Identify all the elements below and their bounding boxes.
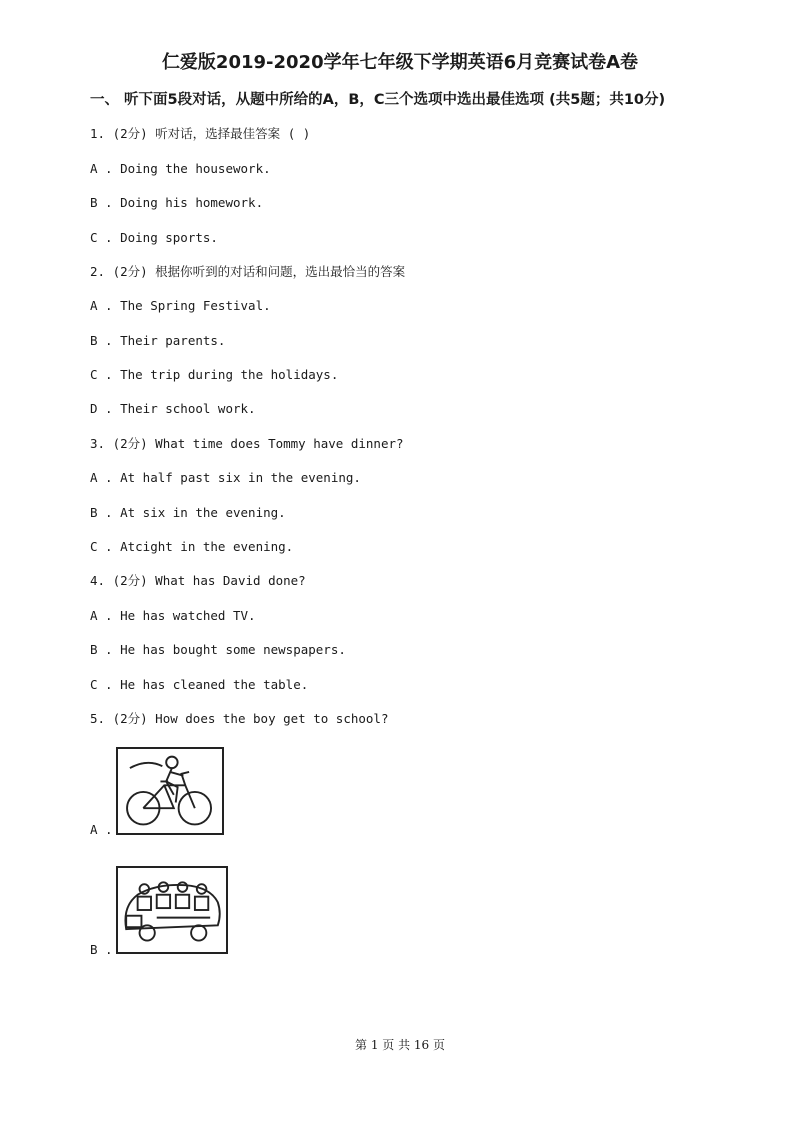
question-1-stem: 1. (2分) 听对话，选择最佳答案 ( ) (90, 126, 311, 141)
bus-icon (118, 868, 226, 952)
bicycle-icon (118, 749, 222, 833)
question-3-option-b[interactable]: B . At six in the evening. (90, 505, 286, 520)
question-5-option-b[interactable]: B . (90, 942, 113, 957)
question-5-option-a[interactable]: A . (90, 822, 113, 837)
section-heading: 一、 听下面5段对话，从题中所给的A，B，C三个选项中选出最佳选项 (共5题；共10分) (90, 92, 666, 108)
question-1-option-a[interactable]: A . Doing the housework. (90, 161, 271, 176)
bus-image[interactable] (116, 866, 228, 954)
question-1-option-c[interactable]: C . Doing sports. (90, 230, 218, 245)
question-2-option-c[interactable]: C . The trip during the holidays. (90, 367, 339, 382)
question-3-stem: 3. (2分) What time does Tommy have dinner? (90, 436, 404, 451)
question-3-option-c[interactable]: C . Atcight in the evening. (90, 539, 294, 554)
question-2-option-b[interactable]: B . Their parents. (90, 333, 226, 348)
question-2-option-a[interactable]: A . The Spring Festival. (90, 298, 271, 313)
question-4-option-c[interactable]: C . He has cleaned the table. (90, 677, 309, 692)
question-1-option-b[interactable]: B . Doing his homework. (90, 195, 264, 210)
question-2-option-d[interactable]: D . Their school work. (90, 401, 256, 416)
bicycle-image[interactable] (116, 747, 224, 835)
question-2-stem: 2. (2分) 根据你听到的对话和问题，选出最恰当的答案 (90, 264, 406, 279)
question-5-stem: 5. (2分) How does the boy get to school? (90, 711, 389, 726)
page-footer: 第 1 页 共 16 页 (355, 1038, 445, 1052)
question-4-stem: 4. (2分) What has David done? (90, 573, 306, 588)
question-4-option-a[interactable]: A . He has watched TV. (90, 608, 256, 623)
question-4-option-b[interactable]: B . He has bought some newspapers. (90, 642, 346, 657)
page-title: 仁爱版2019-2020学年七年级下学期英语6月竞赛试卷A卷 (161, 52, 639, 73)
question-3-option-a[interactable]: A . At half past six in the evening. (90, 470, 361, 485)
